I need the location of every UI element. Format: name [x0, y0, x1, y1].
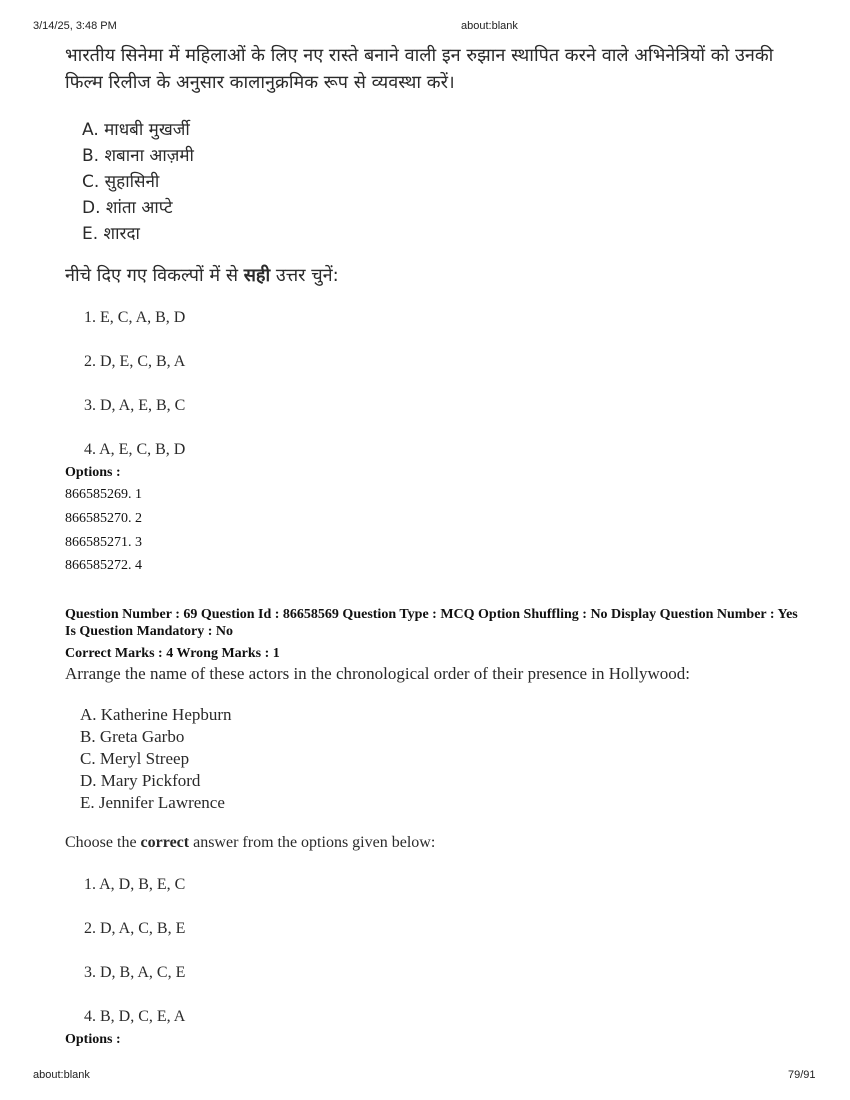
- answer-choice-2: 2. D, E, C, B, A: [84, 353, 186, 370]
- option-id: 866585272. 4: [65, 558, 142, 573]
- list-item: D. Mary Pickford: [80, 771, 201, 790]
- choose-instruction-hindi: [65, 263, 339, 287]
- option-id: 866585270. 2: [65, 511, 142, 526]
- choose-instruction: [65, 834, 435, 852]
- options-label: Options :: [65, 465, 121, 480]
- instruction-emphasis: correct: [140, 834, 190, 851]
- options-label: Options :: [65, 1032, 121, 1047]
- answer-choice-4: 4. A, E, C, B, D: [84, 441, 186, 458]
- list-item: A. माधबी मुखर्जी: [82, 120, 190, 140]
- question-items-hindi: [82, 117, 194, 247]
- option-id: 866585271. 3: [65, 535, 142, 550]
- answer-choice-3: 3. D, B, A, C, E: [84, 964, 186, 981]
- list-item: D. शांता आप्टे: [82, 198, 173, 218]
- list-item: B. शबाना आज़मी: [82, 146, 194, 166]
- list-item: C. सुहासिनी: [82, 172, 160, 192]
- instruction-text: Choose the: [65, 834, 141, 851]
- print-url: about:blank: [33, 1069, 90, 1081]
- list-item: B. Greta Garbo: [80, 727, 185, 746]
- question-text: Arrange the name of these actors in the chronological order of their presence in Hollywood:: [65, 664, 690, 683]
- page-number: 79/91: [788, 1069, 816, 1081]
- list-item: C. Meryl Streep: [80, 749, 190, 768]
- answer-choice-4: 4. B, D, C, E, A: [84, 1008, 186, 1025]
- answer-choice-1: 1. A, D, B, E, C: [84, 876, 186, 893]
- answer-choice-3: 3. D, A, E, B, C: [84, 397, 186, 414]
- print-datetime: 3/14/25, 3:48 PM: [33, 20, 117, 32]
- option-id: 866585269. 1: [65, 487, 142, 502]
- question-text-hindi: भारतीय सिनेमा में महिलाओं के लिए नए रास्ते बनाने वाली इन रुझान स्थापित करने वाले अभिनेत्रियों को उनकी फिल्म रिलीज के अनुसार कालानुक्रमिक रूप से व्यवस्था करें।: [65, 45, 774, 93]
- instruction-text: नीचे दिए गए विकल्पों में से: [65, 265, 244, 286]
- print-title: about:blank: [461, 20, 518, 32]
- question-items: [80, 704, 232, 814]
- list-item: E. शारदा: [82, 224, 140, 244]
- instruction-emphasis: सही: [243, 265, 271, 286]
- question-metadata: Question Number : 69 Question Id : 86658569 Question Type : MCQ Option Shuffling : No Display Question Number : Yes Is Question Mandatory : No: [65, 607, 798, 639]
- list-item: E. Jennifer Lawrence: [80, 793, 225, 812]
- marks-metadata: Correct Marks : 4 Wrong Marks : 1: [65, 646, 280, 661]
- instruction-text-end: answer from the options given below:: [189, 834, 436, 851]
- list-item: A. Katherine Hepburn: [80, 705, 232, 724]
- instruction-text-end: उत्तर चुनें:: [270, 265, 339, 286]
- answer-choice-2: 2. D, A, C, B, E: [84, 920, 186, 937]
- answer-choice-1: 1. E, C, A, B, D: [84, 309, 186, 326]
